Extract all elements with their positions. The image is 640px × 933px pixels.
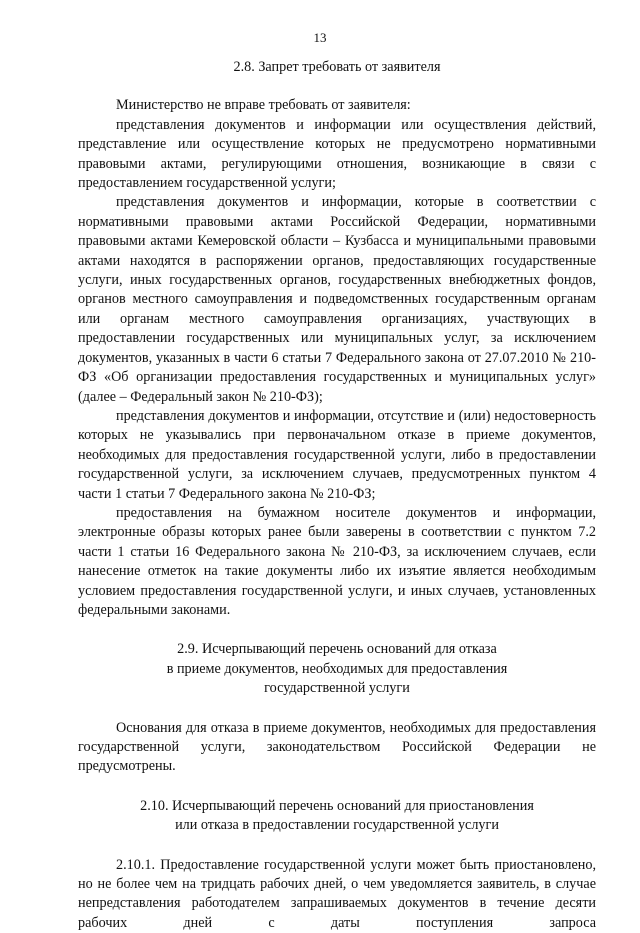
section-title-line: 2.9. Исчерпывающий перечень оснований для отказа xyxy=(177,641,497,658)
paragraph: Основания для отказа в приеме документов, необходимых для предоставления государственной услуги, законодательством Российской Федерации не предусмотрены. xyxy=(78,719,596,775)
section-title-line: или отказа в предоставлении государственной услуги xyxy=(175,817,499,834)
paragraph: представления документов и информации, отсутствие и (или) недостоверность которых не указывались при первоначальном отказе в приеме документов, необходимых для предоставления государственной услуги, либо в предоставлении государственной услуги, за исключением случаев, предусмотренных пунктом 4 части 1 статьи 7 Федерального закона № 210-ФЗ; xyxy=(78,407,596,502)
section-title-line: 2.10. Исчерпывающий перечень оснований для приостановления xyxy=(140,797,534,814)
paragraph: предоставления на бумажном носителе документов и информации, электронные образы которых ранее были заверены в соответствии с пунктом 7.2 части 1 статьи 16 Федерального закона № 210-ФЗ, за исключением случаев, если нанесение отметок на такие документы либо их изъятие является необходимым условием предоставления государственной услуги, и иных случаев, установленных федеральными законами. xyxy=(78,504,596,618)
paragraph: Министерство не вправе требовать от заявителя: xyxy=(116,97,411,114)
section-title-line: в приеме документов, необходимых для предоставления xyxy=(166,660,508,677)
paragraph: представления документов и информации или осуществления действий, представление или осуществление которых не предусмотрено нормативными правовыми актами, регулирующими отношения, возникающие в связи с предоставлением государственной услуги; xyxy=(78,116,596,192)
page-content xyxy=(78,58,596,933)
paragraph: 2.10.1. Предоставление государственной услуги может быть приостановлено, но не более чем на тридцать рабочих дней, о чем уведомляется заявитель, в случае непредставления работодателем запрашиваемых документов в течение десяти рабочих дней с даты поступления запроса xyxy=(78,856,596,931)
section-2-9-title xyxy=(78,640,596,698)
section-2-8-title: 2.8. Запрет требовать от заявителя xyxy=(233,59,441,75)
paragraph: представления документов и информации, которые в соответствии с нормативными правовыми актами Российской Федерации, нормативными правовыми актами Кемеровской области – Кузбасса и муниципальными правовыми актами находятся в распоряжении органов, предоставляющих государственные услуги, иных государственных органов, государственных внебюджетных фондов, органов местного самоуправления и подведомственных государственным органам или органам местного самоуправления организациях, участвующих в предоставлении государственных или муниципальных услуг, за исключением документов, указанных в части 6 статьи 7 Федерального закона от 27.07.2010 № 210-ФЗ «Об организации предоставления государственных и муниципальных услуг» (далее – Федеральный закон № 210-ФЗ); xyxy=(78,194,596,405)
section-title-line: государственной услуги xyxy=(264,680,410,697)
section-2-10-title xyxy=(78,797,596,836)
page-number: 13 xyxy=(313,30,327,45)
